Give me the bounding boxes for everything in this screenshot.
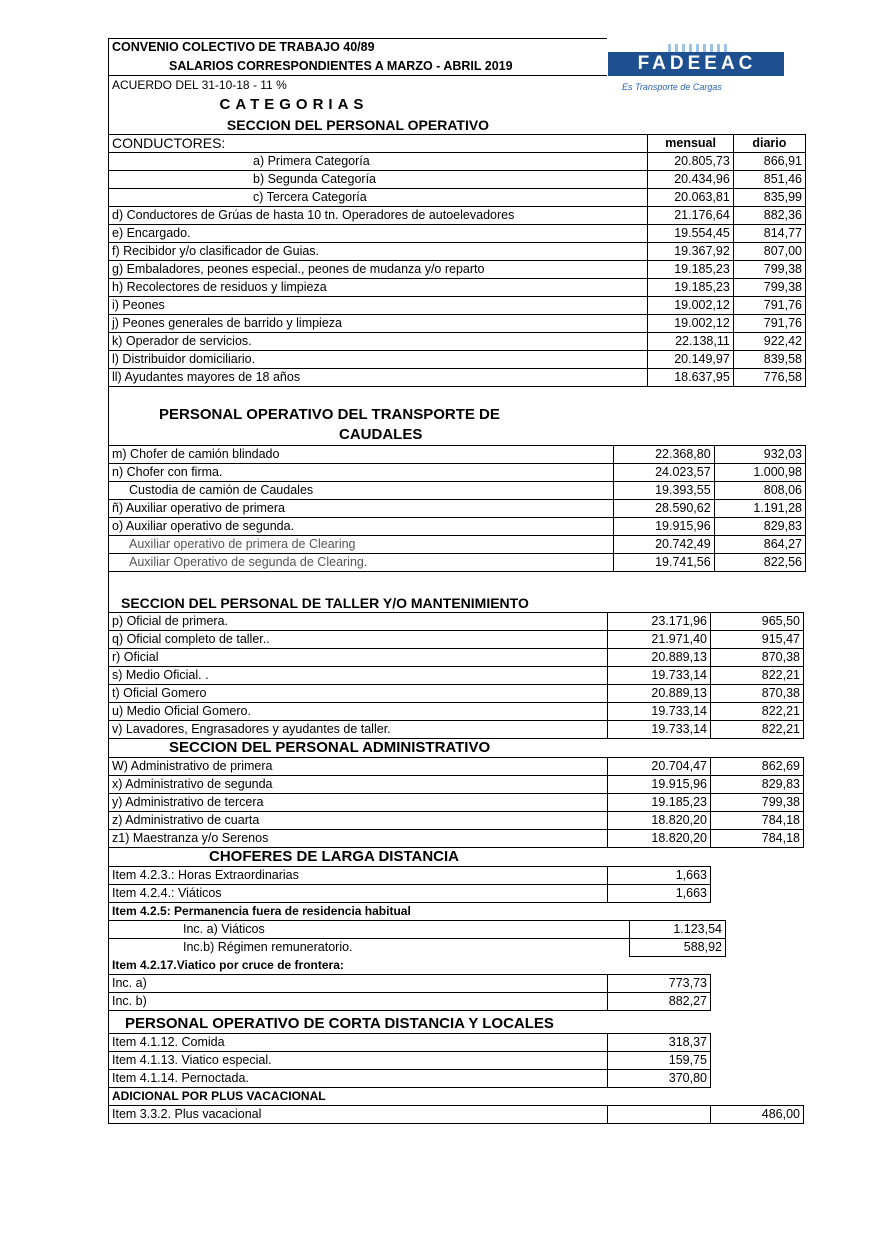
mensual-cell: 20.063,81: [648, 189, 733, 207]
mensual-cell: 20.805,73: [648, 153, 733, 171]
row-label: b) Segunda Categoría: [109, 171, 648, 189]
table-row: [109, 631, 804, 649]
mensual-cell: 18.637,95: [648, 369, 733, 387]
plus-vacacional-table: [108, 1105, 804, 1124]
mensual-cell: 773,73: [608, 975, 711, 993]
table-row: [109, 446, 806, 464]
table-row: [109, 794, 804, 812]
table-row: [109, 171, 806, 189]
mensual-cell: 19.185,23: [608, 794, 711, 812]
mensual-cell: 19.733,14: [608, 667, 711, 685]
empty-cell: [711, 1034, 804, 1052]
table-row: [109, 1070, 804, 1088]
mensual-cell: 21.176,64: [648, 207, 733, 225]
mensual-cell: 19.185,23: [648, 261, 733, 279]
salary-sheet: [108, 38, 806, 1124]
mensual-cell: 19.002,12: [648, 297, 733, 315]
row-label: ll) Ayudantes mayores de 18 años: [109, 369, 648, 387]
row-label: Auxiliar Operativo de segunda de Clearing.: [109, 554, 614, 572]
row-label: ñ) Auxiliar operativo de primera: [109, 500, 614, 518]
header-line-1: CONVENIO COLECTIVO DE TRABAJO 40/89: [112, 40, 375, 54]
mensual-cell: 20.149,97: [648, 351, 733, 369]
table-row: [109, 1052, 804, 1070]
seccion-operativo-title: SECCION DEL PERSONAL OPERATIVO: [108, 116, 607, 134]
row-label: p) Oficial de primera.: [109, 613, 608, 631]
row-label: g) Embaladores, peones especial., peones de mudanza y/o reparto: [109, 261, 648, 279]
mensual-cell: 19.002,12: [648, 315, 733, 333]
table-row: Item 4.2.3.: Horas Extraordinarias: [109, 867, 608, 885]
caudales-title-1: PERSONAL OPERATIVO DEL TRANSPORTE DE: [108, 405, 806, 425]
taller-table: [108, 612, 804, 739]
mensual-cell: 19.185,23: [648, 279, 733, 297]
table-row: Item 3.3.2. Plus vacacional: [109, 1106, 608, 1124]
table-row: Inc. a): [109, 975, 608, 993]
mensual-cell: 18.820,20: [608, 830, 711, 848]
table-row: [109, 153, 806, 171]
mensual-cell: 370,80: [608, 1070, 711, 1088]
item-4-2-17-heading: Item 4.2.17.Viatico por cruce de frontera:: [108, 957, 806, 974]
larga-distancia-table: [108, 866, 804, 903]
mensual-cell: [608, 1106, 711, 1124]
mensual-cell: 19.554,45: [648, 225, 733, 243]
diario-cell: 864,27: [714, 536, 805, 554]
diario-cell: 915,47: [711, 631, 804, 649]
row-label: Item 4.1.13. Viatico especial.: [109, 1052, 608, 1070]
table-row: [109, 812, 804, 830]
row-label: t) Oficial Gomero: [109, 685, 608, 703]
mensual-cell: 1,663: [608, 885, 711, 903]
operativo-table: [108, 134, 806, 387]
mensual-cell: 18.820,20: [608, 812, 711, 830]
mensual-cell: 19.733,14: [608, 703, 711, 721]
table-row: [109, 685, 804, 703]
header-line-2: SALARIOS CORRESPONDIENTES A MARZO - ABRIL 2019: [169, 59, 513, 73]
empty-cell: [711, 1070, 804, 1088]
categorias-title: CATEGORIAS: [108, 96, 479, 116]
diario-cell: 808,06: [714, 482, 805, 500]
row-label: s) Medio Oficial. .: [109, 667, 608, 685]
table-row: [109, 758, 804, 776]
diario-cell: 839,58: [733, 351, 805, 369]
row-label: z1) Maestranza y/o Serenos: [109, 830, 608, 848]
row-label: z) Administrativo de cuarta: [109, 812, 608, 830]
table-row: [109, 261, 806, 279]
row-label: r) Oficial: [109, 649, 608, 667]
logo-rays-icon: [668, 44, 728, 52]
table-row: Inc. b): [109, 993, 608, 1011]
mensual-cell: 318,37: [608, 1034, 711, 1052]
mensual-cell: 20.742,49: [613, 536, 714, 554]
caudales-table: [108, 445, 806, 572]
diario-cell: 822,56: [714, 554, 805, 572]
mensual-cell: 19.915,96: [608, 776, 711, 794]
table-row: [109, 225, 806, 243]
row-label: i) Peones: [109, 297, 648, 315]
row-label: Item 4.1.12. Comida: [109, 1034, 608, 1052]
table-row: [109, 333, 806, 351]
diario-cell: 866,91: [733, 153, 805, 171]
corta-distancia-table: [108, 1033, 804, 1088]
row-label: q) Oficial completo de taller..: [109, 631, 608, 649]
table-row: [109, 536, 806, 554]
administrativo-table: [108, 757, 804, 848]
caudales-title-2: CAUDALES: [108, 425, 806, 445]
table-row: [109, 1034, 804, 1052]
table-row: [109, 613, 804, 631]
table-row: [109, 554, 806, 572]
frontera-table: [108, 974, 804, 1011]
mensual-cell: 24.023,57: [613, 464, 714, 482]
diario-cell: 822,21: [711, 703, 804, 721]
mensual-cell: 1,663: [608, 867, 711, 885]
table-row: [109, 830, 804, 848]
diario-cell: 1.000,98: [714, 464, 805, 482]
diario-cell: 776,58: [733, 369, 805, 387]
diario-header: diario: [733, 135, 805, 153]
logo-word: FADEEAC: [637, 53, 757, 74]
table-row: [109, 649, 804, 667]
fadeeac-logo: [608, 40, 788, 106]
row-label: o) Auxiliar operativo de segunda.: [109, 518, 614, 536]
mensual-cell: 20.889,13: [608, 649, 711, 667]
mensual-cell: 19.393,55: [613, 482, 714, 500]
diario-cell: 784,18: [711, 812, 804, 830]
mensual-cell: 23.171,96: [608, 613, 711, 631]
row-label: u) Medio Oficial Gomero.: [109, 703, 608, 721]
mensual-cell: 19.915,96: [613, 518, 714, 536]
diario-cell: 932,03: [714, 446, 805, 464]
row-label: d) Conductores de Grúas de hasta 10 tn. Operadores de autoelevadores: [109, 207, 648, 225]
table-row: [109, 297, 806, 315]
table-row: [109, 243, 806, 261]
row-label: k) Operador de servicios.: [109, 333, 648, 351]
mensual-cell: 20.704,47: [608, 758, 711, 776]
larga-distancia-title: CHOFERES DE LARGA DISTANCIA: [108, 848, 806, 866]
diario-cell: 784,18: [711, 830, 804, 848]
permanencia-table: [108, 920, 806, 957]
administrativo-title: SECCION DEL PERSONAL ADMINISTRATIVO: [108, 739, 806, 757]
diario-cell: 851,46: [733, 171, 805, 189]
corta-distancia-title: PERSONAL OPERATIVO DE CORTA DISTANCIA Y LOCALES: [108, 1015, 806, 1033]
mensual-cell: 1.123,54: [630, 921, 726, 939]
row-label: l) Distribuidor domiciliario.: [109, 351, 648, 369]
row-label: a) Primera Categoría: [109, 153, 648, 171]
table-row: [109, 667, 804, 685]
table-row: [109, 189, 806, 207]
diario-cell: 835,99: [733, 189, 805, 207]
logo-tagline: Es Transporte de Cargas: [622, 82, 722, 92]
row-label: Auxiliar operativo de primera de Clearing: [109, 536, 614, 554]
diario-cell: 822,21: [711, 667, 804, 685]
mensual-cell: 159,75: [608, 1052, 711, 1070]
mensual-cell: 22.368,80: [613, 446, 714, 464]
diario-cell: 882,36: [733, 207, 805, 225]
header-line-3: ACUERDO DEL 31-10-18 - 11 %: [112, 78, 287, 92]
diario-cell: 870,38: [711, 685, 804, 703]
taller-title: SECCION DEL PERSONAL DE TALLER Y/O MANTENIMIENTO: [108, 594, 806, 612]
empty-cell: [711, 1052, 804, 1070]
mensual-cell: 588,92: [630, 939, 726, 957]
mensual-cell: 19.741,56: [613, 554, 714, 572]
mensual-cell: 22.138,11: [648, 333, 733, 351]
row-label: y) Administrativo de tercera: [109, 794, 608, 812]
mensual-cell: 19.367,92: [648, 243, 733, 261]
table-row: [109, 464, 806, 482]
plus-vacacional-heading: ADICIONAL POR PLUS VACACIONAL: [108, 1088, 806, 1105]
diario-cell: 814,77: [733, 225, 805, 243]
row-label: Custodia de camión de Caudales: [109, 482, 614, 500]
diario-cell: 922,42: [733, 333, 805, 351]
diario-cell: 1.191,28: [714, 500, 805, 518]
diario-cell: 829,83: [714, 518, 805, 536]
diario-cell: 870,38: [711, 649, 804, 667]
table-row: Inc.b) Régimen remuneratorio.: [109, 939, 630, 957]
mensual-cell: 20.434,96: [648, 171, 733, 189]
row-label: n) Chofer con firma.: [109, 464, 614, 482]
diario-cell: 822,21: [711, 721, 804, 739]
row-label: f) Recibidor y/o clasificador de Guias.: [109, 243, 648, 261]
row-label: j) Peones generales de barrido y limpieza: [109, 315, 648, 333]
diario-cell: 807,00: [733, 243, 805, 261]
mensual-cell: 882,27: [608, 993, 711, 1011]
item-4-2-5-heading: Item 4.2.5: Permanencia fuera de residencia habitual: [108, 903, 806, 920]
table-row: [109, 279, 806, 297]
mensual-cell: 19.733,14: [608, 721, 711, 739]
table-row: [109, 776, 804, 794]
conductores-label: CONDUCTORES:: [109, 135, 648, 153]
diario-cell: 486,00: [711, 1106, 804, 1124]
table-row: [109, 703, 804, 721]
diario-cell: 791,76: [733, 315, 805, 333]
row-label: e) Encargado.: [109, 225, 648, 243]
mensual-cell: 20.889,13: [608, 685, 711, 703]
row-label: v) Lavadores, Engrasadores y ayudantes de taller.: [109, 721, 608, 739]
diario-cell: 799,38: [711, 794, 804, 812]
table-row: [109, 369, 806, 387]
diario-cell: 829,83: [711, 776, 804, 794]
diario-cell: 799,38: [733, 261, 805, 279]
row-label: W) Administrativo de primera: [109, 758, 608, 776]
mensual-cell: 21.971,40: [608, 631, 711, 649]
table-row: [109, 315, 806, 333]
diario-cell: 799,38: [733, 279, 805, 297]
row-label: Item 4.1.14. Pernoctada.: [109, 1070, 608, 1088]
table-row: [109, 482, 806, 500]
mensual-header: mensual: [648, 135, 733, 153]
row-label: c) Tercera Categoría: [109, 189, 648, 207]
table-row: [109, 518, 806, 536]
row-label: h) Recolectores de residuos y limpieza: [109, 279, 648, 297]
row-label: x) Administrativo de segunda: [109, 776, 608, 794]
table-row: [109, 721, 804, 739]
mensual-cell: 28.590,62: [613, 500, 714, 518]
table-row: [109, 500, 806, 518]
table-row: [109, 207, 806, 225]
table-row: [109, 351, 806, 369]
diario-cell: 965,50: [711, 613, 804, 631]
row-label: m) Chofer de camión blindado: [109, 446, 614, 464]
diario-cell: 862,69: [711, 758, 804, 776]
table-row: Inc. a) Viáticos: [109, 921, 630, 939]
diario-cell: 791,76: [733, 297, 805, 315]
table-row: Item 4.2.4.: Viáticos: [109, 885, 608, 903]
